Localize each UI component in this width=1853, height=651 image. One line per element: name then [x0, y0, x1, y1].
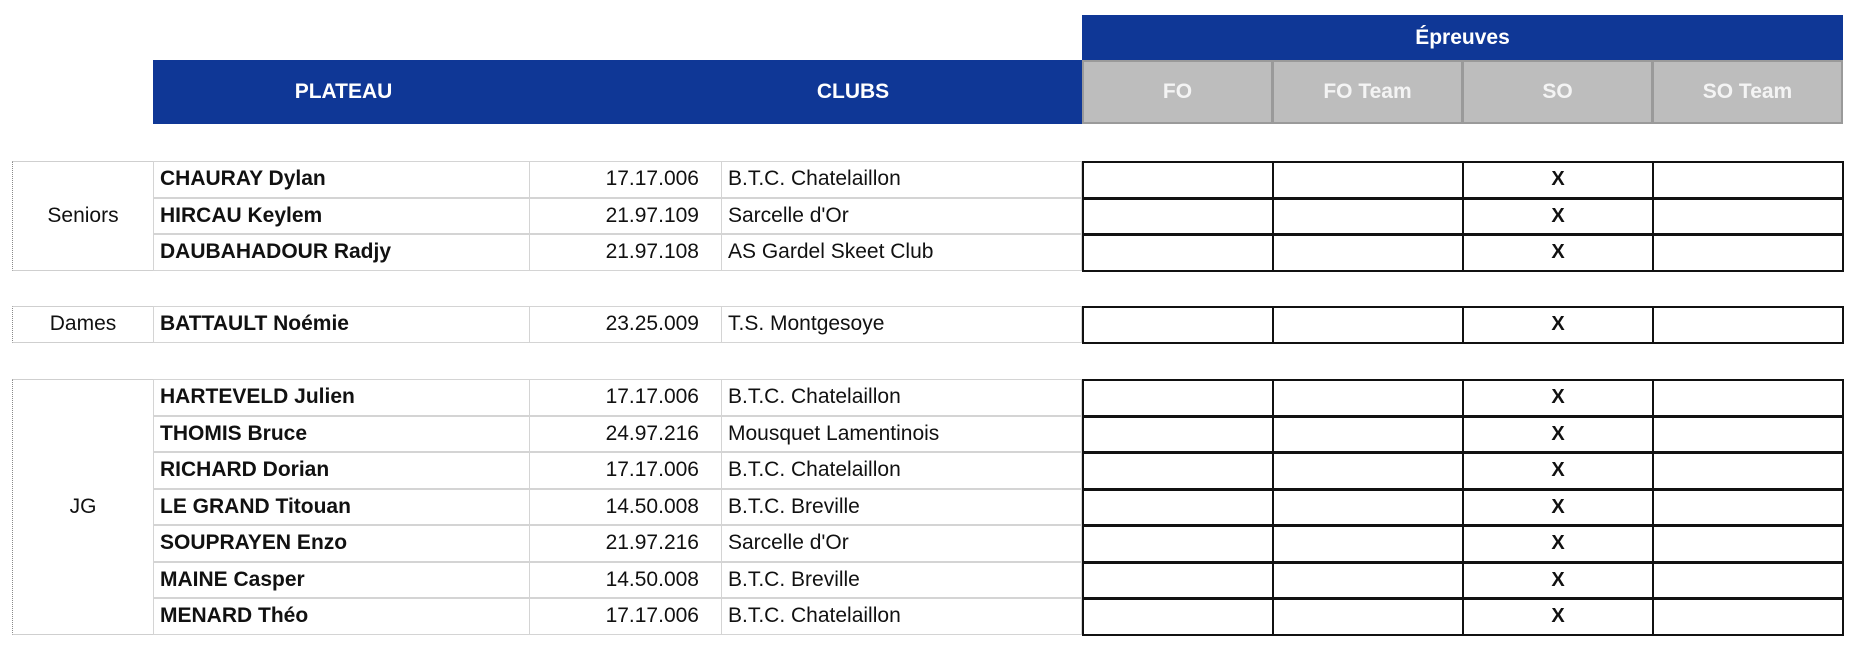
event-cell-fo-team	[1272, 452, 1464, 490]
license-number: 24.97.216	[529, 416, 722, 453]
license-number: 14.50.008	[529, 562, 722, 599]
event-cell-so: X	[1462, 306, 1654, 344]
event-cell-so: X	[1462, 198, 1654, 236]
participant-name: CHAURAY Dylan	[153, 161, 530, 198]
event-cell-so: X	[1462, 416, 1654, 454]
participant-name: SOUPRAYEN Enzo	[153, 525, 530, 562]
plateau-header: PLATEAU	[294, 80, 393, 103]
license-number: 21.97.109	[529, 198, 722, 235]
club-name: AS Gardel Skeet Club	[721, 234, 1082, 271]
event-cell-fo-team	[1272, 489, 1464, 527]
event-cell-fo-team	[1272, 598, 1464, 636]
event-cell-so: X	[1462, 562, 1654, 600]
event-cell-so: X	[1462, 161, 1654, 199]
participant-name: HARTEVELD Julien	[153, 379, 530, 416]
club-name: B.T.C. Chatelaillon	[721, 161, 1082, 198]
epreuves-header: Épreuves	[1082, 15, 1843, 60]
event-header-so-team: SO Team	[1652, 60, 1843, 124]
event-cell-fo-team	[1272, 161, 1464, 199]
club-name: B.T.C. Chatelaillon	[721, 452, 1082, 489]
license-number: 14.50.008	[529, 489, 722, 526]
event-cell-so-team	[1652, 198, 1844, 236]
event-cell-fo-team	[1272, 562, 1464, 600]
club-name: T.S. Montgesoye	[721, 306, 1082, 343]
participant-name: HIRCAU Keylem	[153, 198, 530, 235]
event-cell-so-team	[1652, 161, 1844, 199]
event-cell-fo	[1082, 525, 1274, 563]
license-number: 17.17.006	[529, 598, 722, 635]
license-number: 21.97.216	[529, 525, 722, 562]
event-cell-so-team	[1652, 525, 1844, 563]
event-cell-fo	[1082, 416, 1274, 454]
event-header-fo: FO	[1082, 60, 1273, 124]
event-cell-fo	[1082, 198, 1274, 236]
event-cell-so-team	[1652, 562, 1844, 600]
event-cell-fo	[1082, 379, 1274, 417]
participant-name: BATTAULT Noémie	[153, 306, 530, 343]
event-cell-fo	[1082, 489, 1274, 527]
event-cell-so-team	[1652, 306, 1844, 344]
category-label: Dames	[12, 306, 154, 343]
event-cell-fo	[1082, 562, 1274, 600]
event-cell-so: X	[1462, 379, 1654, 417]
license-number: 17.17.006	[529, 161, 722, 198]
event-cell-so-team	[1652, 379, 1844, 417]
category-label: JG	[12, 379, 154, 635]
event-cell-fo-team	[1272, 379, 1464, 417]
club-name: B.T.C. Chatelaillon	[721, 598, 1082, 635]
license-number: 23.25.009	[529, 306, 722, 343]
participant-name: THOMIS Bruce	[153, 416, 530, 453]
event-cell-so: X	[1462, 234, 1654, 272]
event-cell-fo-team	[1272, 306, 1464, 344]
event-cell-so-team	[1652, 489, 1844, 527]
event-cell-so-team	[1652, 598, 1844, 636]
participant-name: MENARD Théo	[153, 598, 530, 635]
event-cell-so: X	[1462, 525, 1654, 563]
participant-name: LE GRAND Titouan	[153, 489, 530, 526]
club-name: B.T.C. Chatelaillon	[721, 379, 1082, 416]
club-name: B.T.C. Breville	[721, 562, 1082, 599]
club-name: Mousquet Lamentinois	[721, 416, 1082, 453]
event-header-so: SO	[1462, 60, 1653, 124]
license-number: 21.97.108	[529, 234, 722, 271]
event-cell-so-team	[1652, 452, 1844, 490]
participant-name: RICHARD Dorian	[153, 452, 530, 489]
event-cell-fo	[1082, 598, 1274, 636]
participant-name: DAUBAHADOUR Radjy	[153, 234, 530, 271]
event-cell-fo-team	[1272, 416, 1464, 454]
event-cell-fo-team	[1272, 198, 1464, 236]
license-number: 17.17.006	[529, 379, 722, 416]
event-cell-so-team	[1652, 234, 1844, 272]
event-cell-fo-team	[1272, 525, 1464, 563]
event-cell-fo	[1082, 234, 1274, 272]
participant-name: MAINE Casper	[153, 562, 530, 599]
club-name: B.T.C. Breville	[721, 489, 1082, 526]
club-name: Sarcelle d'Or	[721, 525, 1082, 562]
event-cell-so: X	[1462, 598, 1654, 636]
event-header-fo-team: FO Team	[1272, 60, 1463, 124]
event-cell-fo	[1082, 161, 1274, 199]
event-cell-so: X	[1462, 452, 1654, 490]
event-cell-so-team	[1652, 416, 1844, 454]
event-cell-fo-team	[1272, 234, 1464, 272]
category-label: Seniors	[12, 161, 154, 271]
club-name: Sarcelle d'Or	[721, 198, 1082, 235]
event-cell-so: X	[1462, 489, 1654, 527]
event-cell-fo	[1082, 306, 1274, 344]
main-header-bar: PLATEAU CLUBS	[153, 60, 1082, 124]
event-cell-fo	[1082, 452, 1274, 490]
license-number: 17.17.006	[529, 452, 722, 489]
